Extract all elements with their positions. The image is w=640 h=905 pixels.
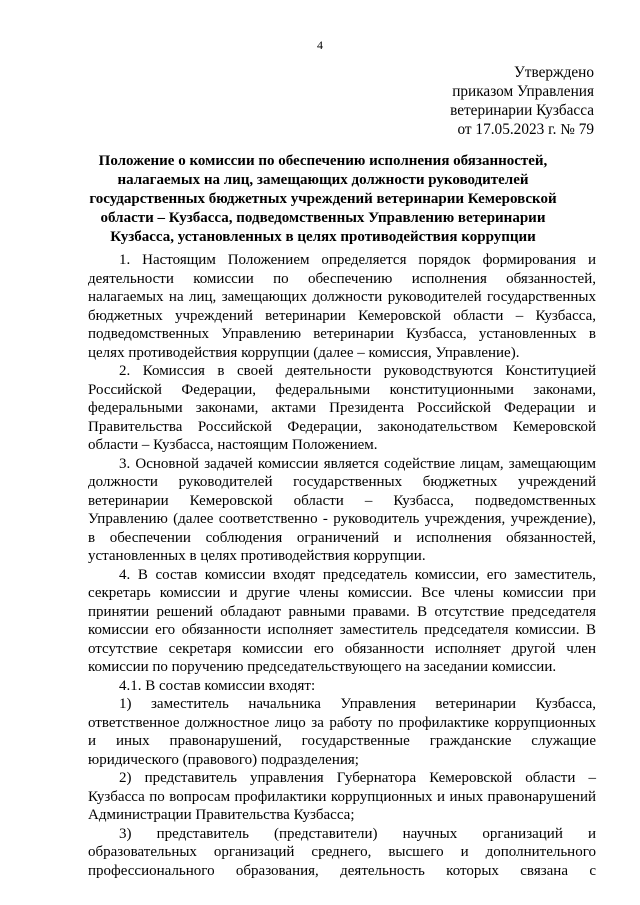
body-line: образовательных организаций среднего, высшего и дополнительного <box>88 844 596 860</box>
body-line: 3) представитель (представители) научных организаций и <box>119 825 596 842</box>
body-line: 4. В состав комиссии входят председатель комиссии, его заместитель, <box>119 566 596 583</box>
body-line: в обеспечении соблюдения ограничений и исполнения обязанностей, <box>88 529 596 546</box>
body-line: секретарь комиссии и другие члены комиссии. Все члены комиссии при <box>88 585 596 601</box>
body-line: ветеринарии Кемеровской области – Кузбасса, подведомственных <box>88 492 596 509</box>
approval-block <box>450 63 594 139</box>
body-line: бюджетных учреждений ветеринарии Кемеровской области – Кузбасса, <box>88 307 596 324</box>
title-line: государственных бюджетных учреждений ветеринарии Кемеровской <box>89 191 557 207</box>
document-title <box>80 152 566 247</box>
approval-line: от 17.05.2023 г. № 79 <box>457 121 594 138</box>
body-line: 3. Основной задачей комиссии является содействие лицам, замещающим <box>119 455 596 472</box>
body-line: подведомственных Управлению ветеринарии Кузбасса, установленных в <box>88 326 596 342</box>
body-line: федеральными законами, актами Президента Российской Федерации и <box>88 400 596 416</box>
page-number: 4 <box>317 38 323 52</box>
approval-line: ветеринарии Кузбасса <box>450 102 594 119</box>
body-line: Российской Федерации, федеральными конституционными законами, <box>88 381 596 398</box>
body-line: 1) заместитель начальника Управления ветеринарии Кузбасса, <box>119 696 596 712</box>
body-line: 2. Комиссия в своей деятельности руководствуются Конституцией <box>119 363 596 379</box>
body-line: целях противодействия коррупции (далее – комиссия, Управление). <box>88 344 520 361</box>
body-line: области – Кузбасса, настоящим Положением. <box>88 437 378 453</box>
body-line: Администрации Правительства Кузбасса; <box>88 807 355 823</box>
body-line: налагаемых на лиц, замещающих должности руководителей государственных <box>88 289 596 305</box>
title-line: области – Кузбасса, подведомственных Управлению ветеринарии <box>100 210 546 226</box>
approval-line: Утверждено <box>513 64 594 81</box>
body-line: Управлению (далее соответственно - руководитель учреждения, учреждение), <box>88 511 596 527</box>
body-line: 1. Настоящим Положением определяется порядок формирования и <box>119 252 596 268</box>
title-line: Положение о комиссии по обеспечению исполнения обязанностей, <box>98 153 548 169</box>
body-line: деятельности комиссии по обеспечению исполнения обязанностей, <box>88 270 596 287</box>
title-line: Кузбасса, установленных в целях противодействия коррупции <box>110 229 536 245</box>
body-line: комиссии по поручению председательствующего на заседании комиссии. <box>88 659 557 675</box>
body-line: ответственное должностное лицо за работу по профилактике коррупционных <box>88 714 596 731</box>
approval-line: приказом Управления <box>452 83 594 100</box>
body-line: Правительства Российской Федерации, законодательством Кемеровской <box>88 418 596 435</box>
body-line: должности руководителей государственных бюджетных учреждений <box>88 474 596 490</box>
body-line: комиссии его обязанности исполняет заместитель председателя комиссии. В <box>88 622 596 638</box>
body-line: и иных правонарушений, государственные гражданские служащие <box>88 733 596 749</box>
body-line: принятии решений обладают равными правами. В отсутствие председателя <box>88 603 596 620</box>
body-line: юридического (правового) подразделения; <box>88 751 359 768</box>
document-body <box>88 251 596 880</box>
title-line: налагаемых на лиц, замещающих должности руководителей <box>117 172 529 188</box>
body-line: 4.1. В состав комиссии входят: <box>119 677 316 694</box>
body-line: отсутствие секретаря комиссии его обязанности исполняет другой член <box>88 640 596 657</box>
body-line: профессионального образования, деятельность которых связана с <box>88 862 596 879</box>
body-line: установленных в целях противодействия коррупции. <box>88 548 426 564</box>
body-line: Кузбасса по вопросам профилактики коррупционных и иных правонарушений <box>88 788 596 805</box>
body-line: 2) представитель управления Губернатора Кемеровской области – <box>119 770 596 786</box>
